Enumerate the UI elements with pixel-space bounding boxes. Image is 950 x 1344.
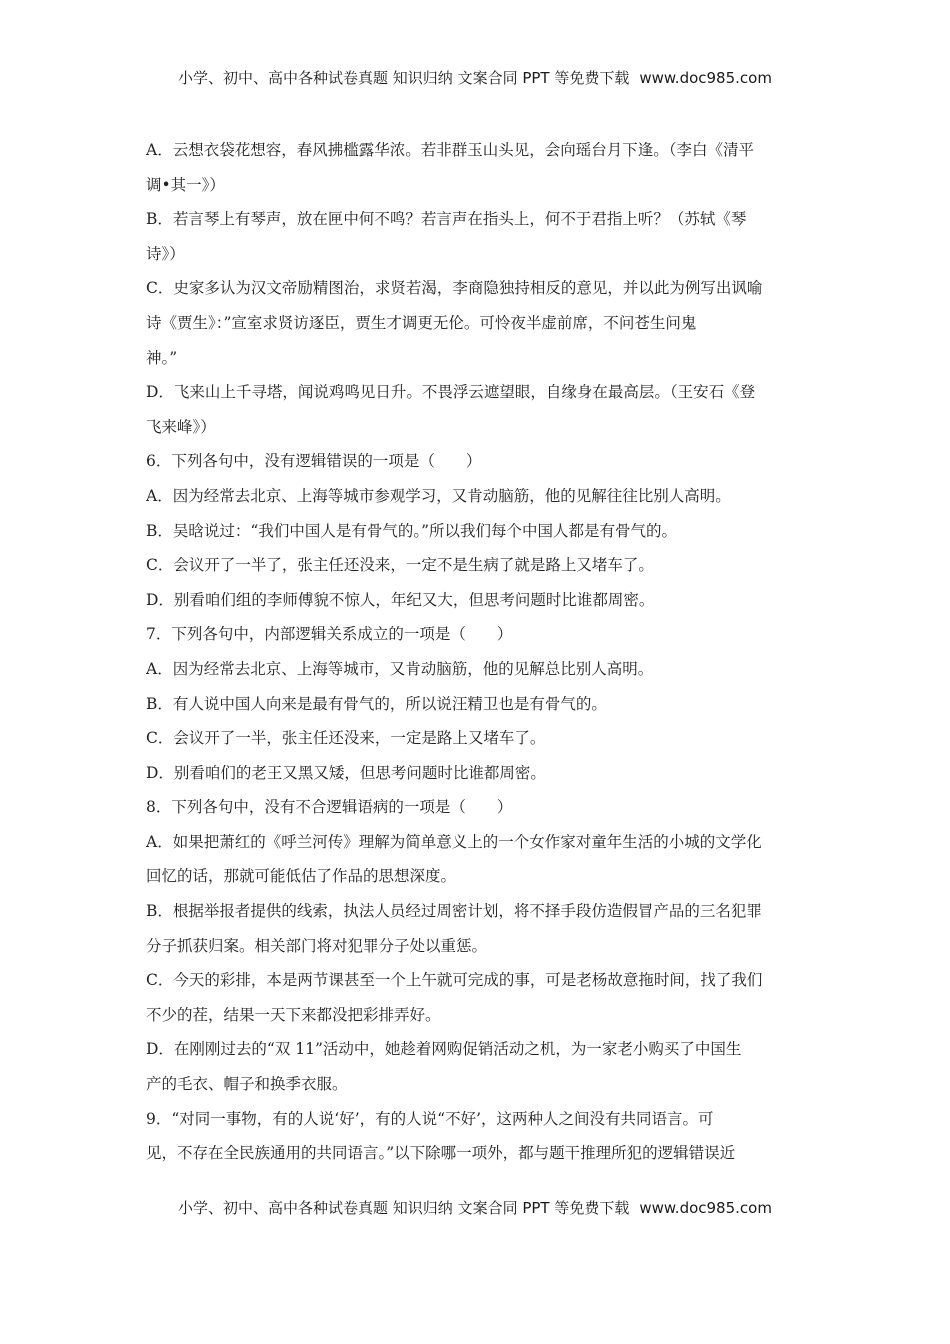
text-line: 飞来峰》） (146, 417, 216, 436)
text-line: A．因为经常去北京、上海等城市，又肯动脑筋，他的见解总比别人高明。 (146, 659, 654, 678)
text-line: C．今天的彩排，本是两节课甚至一个上午就可完成的事，可是老杨故意拖时间，找了我们 (146, 971, 763, 990)
text-line: D．在刚刚过去的“双 11”活动中，她趁着网购促销活动之机，为一家老小购买了中国生 (146, 1040, 742, 1059)
page-footer (0, 1197, 950, 1218)
header-text: 小学、初中、高中各种试卷真题 知识归纳 文案合同 PPT 等免费下载 (178, 69, 630, 87)
text-line: 7．下列各句中，内部逻辑关系成立的一项是（ ） (146, 625, 513, 644)
text-line: 产的毛衣、帽子和换季衣服。 (146, 1075, 348, 1094)
text-line: C．史家多认为汉文帝励精图治，求贤若渴，李商隐独持相反的意见，并以此为例写出讽喻 (146, 279, 763, 298)
page-header (0, 67, 950, 88)
text-line: 诗《贾生》：”宣室求贤访逐臣，贾生才调更无伦。可怜夜半虚前席，不问苍生问鬼 (146, 313, 697, 332)
text-line: D．飞来山上千寻塔，闻说鸡鸣见日升。不畏浮云遮望眼，自缘身在最高层。（王安石《登 (146, 383, 756, 402)
text-line: 神。” (146, 348, 178, 367)
text-line: B．吴晗说过：“我们中国人是有骨气的。”所以我们每个中国人都是有骨气的。 (146, 521, 677, 540)
text-line: B．有人说中国人向来是最有骨气的，所以说汪精卫也是有骨气的。 (146, 694, 607, 713)
text-line: 8．下列各句中，没有不合逻辑语病的一项是（ ） (146, 798, 513, 817)
text-line: B．根据举报者提供的线索，执法人员经过周密计划，将不择手段仿造假冒产品的三名犯罪 (146, 902, 762, 921)
text-line: 调•其一》） (146, 175, 225, 194)
text-line: A．云想衣袋花想容，春风拂槛露华浓。若非群玉山头见，会向瑶台月下逢。（李白《清平 (146, 141, 754, 159)
text-line: B．若言琴上有琴声，放在匣中何不鸣？若言声在指头上，何不于君指上听？（苏轼《琴 (146, 210, 747, 229)
text-line: D．别看咱们的老王又黑又矮，但思考问题时比谁都周密。 (146, 763, 546, 782)
text-line: 诗》） (146, 244, 185, 263)
text-line: 不少的茬，结果一天下来都没把彩排弄好。 (146, 1005, 441, 1024)
text-line: C．会议开了一半，张主任还没来，一定是路上又堵车了。 (146, 729, 546, 748)
text-line: C．会议开了一半了，张主任还没来，一定不是生病了就是路上又堵车了。 (146, 556, 654, 575)
text-line: A．因为经常去北京、上海等城市参观学习，又肯动脑筋，他的见解往往比别人高明。 (146, 486, 731, 505)
text-line: D．别看咱们组的李师傅貌不惊人，年纪又大，但思考问题时比谁都周密。 (146, 590, 655, 609)
text-line: 见，不存在全民族通用的共同语言。”以下除哪一项外，都与题干推理所犯的逻辑错误近 (146, 1144, 736, 1163)
document-body (146, 133, 814, 1171)
text-line: 9．“对同一事物，有的人说‘好’，有的人说“不好’，这两种人之间没有共同语言。可 (146, 1109, 714, 1128)
text-line: A．如果把萧红的《呼兰河传》理解为简单意义上的一个女作家对童年生活的小城的文学化 (146, 832, 762, 851)
footer-text: 小学、初中、高中各种试卷真题 知识归纳 文案合同 PPT 等免费下载 (178, 1199, 630, 1217)
text-line: 分子抓获归案。相关部门将对犯罪分子处以重惩。 (146, 936, 488, 955)
text-line: 回忆的话，那就可能低估了作品的思想深度。 (146, 867, 457, 886)
header-site-link[interactable]: www.doc985.com (639, 69, 772, 87)
text-line: 6．下列各句中，没有逻辑错误的一项是（ ） (146, 452, 482, 471)
footer-site-link[interactable]: www.doc985.com (639, 1199, 772, 1217)
